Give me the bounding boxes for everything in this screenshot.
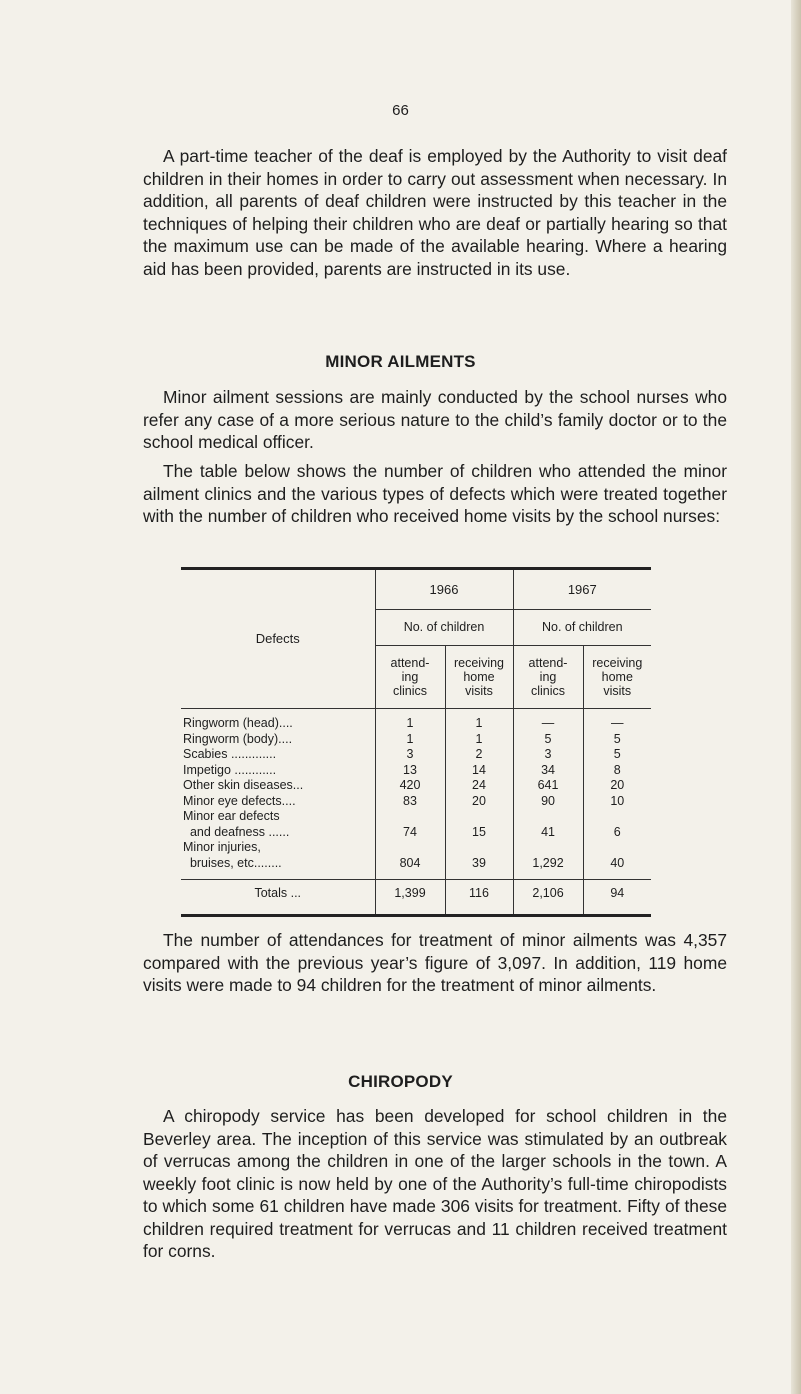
defects-header: Defects [255, 631, 300, 647]
total-home-1967: 94 [583, 879, 651, 906]
page-edge [791, 0, 801, 1394]
paragraph-minor-ailment-sessions: Minor ailment sessions are mainly conducted by the school nurses who refer any case of a more serious nature to the child’s family doctor or to the school medical officer. [143, 387, 727, 452]
no-of-children-1966: No. of children [375, 609, 513, 645]
table-row: Scabies ............. 3 2 3 5 [181, 747, 651, 763]
total-home-1966: 116 [445, 879, 513, 906]
minor-ailments-table [181, 567, 651, 917]
year-1966-header: 1966 [375, 570, 513, 609]
home-visits-1966-header: receiving home visits [445, 645, 513, 708]
total-attending-1966: 1,399 [375, 879, 445, 906]
page-number: 66 [392, 102, 409, 119]
paragraph-attendances: The number of attendances for treatment of minor ailments was 4,357 compared with the previous year’s figure of 3,097. In addition, 119 home visits were made to 94 children for the treatment of minor ailments. [143, 930, 727, 995]
table-row: bruises, etc........ 804 39 1,292 40 [181, 856, 651, 872]
table-bottom-rule [181, 914, 651, 917]
totals-row [181, 879, 651, 906]
heading-chiropody: CHIROPODY [348, 1072, 453, 1091]
home-visits-1967-header: receiving home visits [583, 645, 651, 708]
table-row: and deafness ...... 74 15 41 6 [181, 825, 651, 841]
table-grid [181, 570, 651, 914]
table-row: Other skin diseases... 420 24 641 20 [181, 778, 651, 794]
table-row: Impetigo ............ 13 14 34 8 [181, 763, 651, 779]
year-1967-header: 1967 [513, 570, 651, 609]
paragraph-deaf-teacher: A part-time teacher of the deaf is employed by the Authority to visit deaf children in their homes in order to carry out assessment when necessary. In addition, all parents of deaf children were instructed by this teacher in the techniques of helping their children who are deaf or partially hearing so that the maximum use can be made of the available hearing. Where a hearing aid has been provided, parents are instructed in its use. [143, 146, 727, 279]
table-row: Ringworm (head).... 1 1 — — [181, 716, 651, 732]
table-row-label-line: Minor injuries, [181, 840, 651, 856]
table-row: Ringworm (body).... 1 1 5 5 [181, 732, 651, 748]
table-row: Minor eye defects.... 83 20 90 10 [181, 794, 651, 810]
total-attending-1967: 2,106 [513, 879, 583, 906]
totals-label: Totals ... [181, 879, 375, 906]
attending-clinics-1966-header: attend- ing clinics [375, 645, 445, 708]
table-row-label-line: Minor ear defects [181, 809, 651, 825]
paragraph-chiropody: A chiropody service has been developed for school children in the Beverley area. The inception of this service was stimulated by an outbreak of verrucas among the children in one of the larger schools in the town. A weekly foot clinic is now held by one of the Authority’s full-time chiropodists to which some 61 children have made 306 visits for treatment. Fifty of these children required treatment for verrucas and 11 children received treatment for corns. [143, 1106, 727, 1261]
attending-clinics-1967-header: attend- ing clinics [513, 645, 583, 708]
heading-minor-ailments: MINOR AILMENTS [325, 352, 476, 371]
paragraph-table-intro: The table below shows the number of children who attended the minor ailment clinics and the various types of defects which were treated together with the number of children who received home visits by the school nurses: [143, 461, 727, 526]
no-of-children-1967: No. of children [513, 609, 651, 645]
